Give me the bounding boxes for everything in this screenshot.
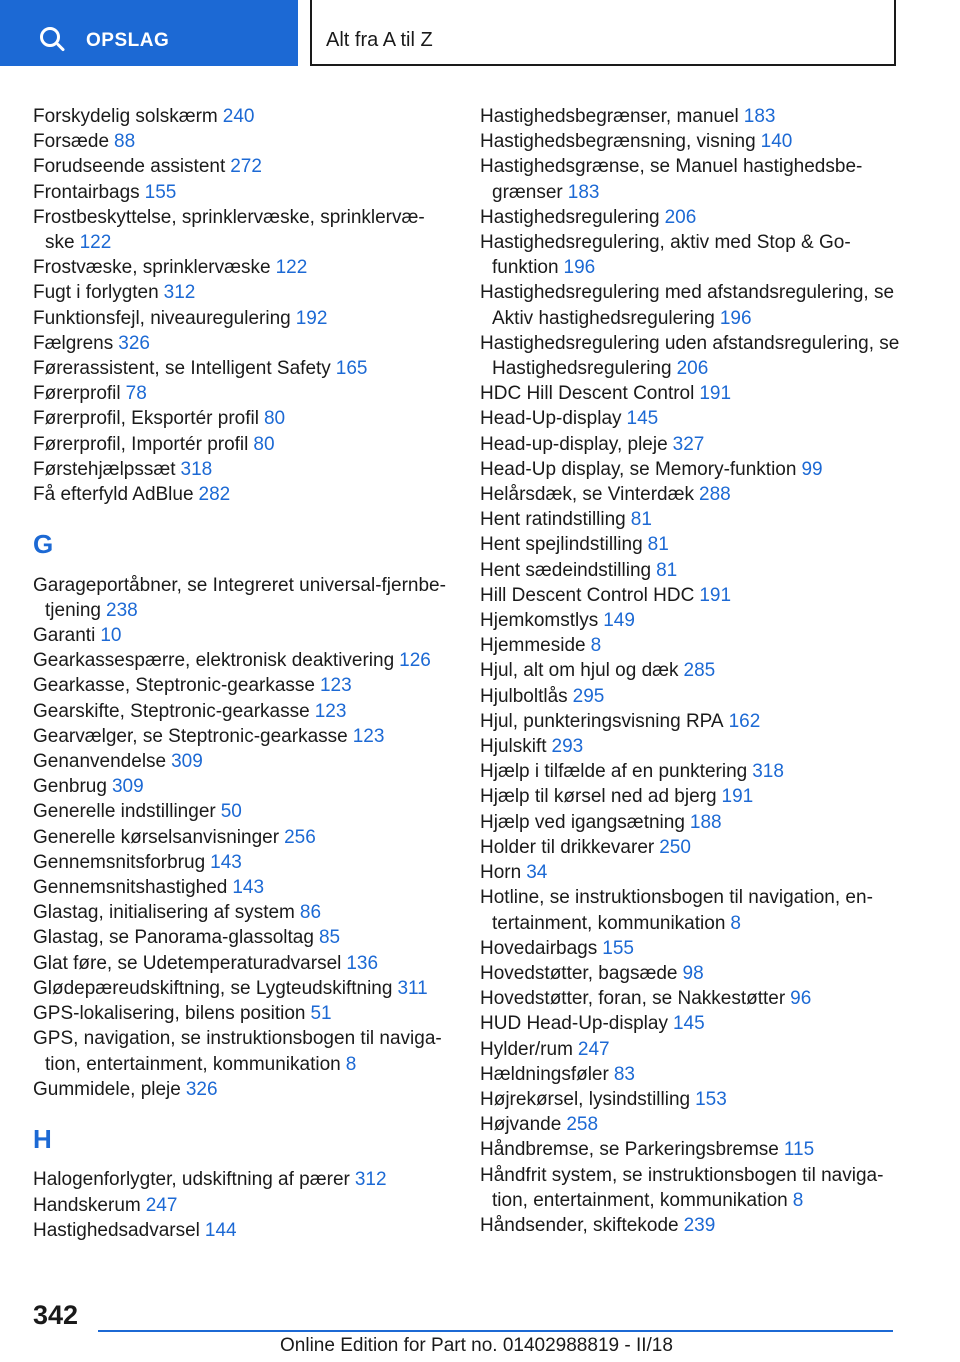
index-entry — [480, 658, 910, 683]
index-entry — [33, 749, 453, 774]
index-entry — [480, 608, 910, 633]
page-link[interactable]: 136 — [346, 952, 379, 974]
page-link[interactable]: 88 — [114, 131, 136, 153]
page-link[interactable]: 81 — [647, 534, 669, 556]
index-term: Gennemsnitshastighed — [33, 877, 228, 899]
index-term: Førerassistent, se Intelligent Safety — [33, 358, 331, 380]
page-link[interactable]: 126 — [399, 650, 431, 672]
page-link[interactable]: 78 — [125, 383, 147, 405]
page-link[interactable]: 153 — [695, 1088, 727, 1110]
index-term: Hastighedsadvarsel — [33, 1219, 200, 1241]
index-entry — [480, 280, 910, 330]
index-entry — [33, 154, 453, 179]
index-term: Garanti — [33, 625, 96, 647]
index-entry — [33, 205, 453, 255]
index-term: Hastighedsgrænse, se Manuel hastighedsbe‐grænser — [480, 156, 863, 203]
page-link[interactable]: 85 — [318, 927, 341, 949]
index-term: Head-Up display, se Memory-funktion — [480, 458, 797, 480]
index-entry — [480, 1087, 910, 1112]
index-entry — [33, 255, 453, 280]
index-term: Gearskifte, Steptronic-gearkasse — [33, 700, 310, 722]
index-entry — [480, 1163, 910, 1213]
index-entry — [480, 104, 910, 129]
index-entry — [33, 331, 453, 356]
index-entry — [33, 774, 453, 799]
index-entry — [480, 532, 910, 557]
index-term: Gearkassespærre, elektronisk deaktivering — [33, 650, 395, 672]
page-link[interactable]: 144 — [204, 1219, 237, 1241]
index-term: Hjælp i tilfælde af en punktering — [480, 761, 748, 783]
page-link[interactable]: 123 — [352, 725, 385, 747]
index-entry — [33, 825, 453, 850]
index-term: Førstehjælpssæt — [33, 458, 176, 480]
index-entry — [480, 507, 910, 532]
index-term: Hastighedsregulering med afstandsregulering, se Aktiv hastighedsregulering — [480, 282, 895, 329]
index-term: Hældningsføler — [480, 1063, 609, 1085]
index-term: GPS-lokalisering, bilens position — [33, 1003, 306, 1025]
page-link[interactable]: 145 — [626, 408, 659, 430]
index-entry — [480, 432, 910, 457]
index-entry — [480, 230, 910, 280]
page-link[interactable]: 285 — [683, 660, 716, 682]
index-term: Hovedairbags — [480, 937, 598, 959]
index-entry — [33, 1026, 453, 1076]
page-link[interactable]: 155 — [144, 181, 177, 203]
index-term: Hjælp ved igangsætning — [480, 811, 685, 833]
index-entry — [33, 925, 453, 950]
index-term: Hill Descent Control HDC — [480, 584, 695, 606]
index-entry — [33, 799, 453, 824]
index-term: Hastighedsbegrænser, manuel — [480, 106, 739, 127]
index-term: Generelle kørselsanvisninger — [33, 826, 280, 848]
index-entry — [480, 1213, 910, 1238]
index-entry — [480, 810, 910, 835]
index-entry — [33, 1218, 453, 1243]
page-link[interactable]: 312 — [163, 282, 196, 304]
index-term: HUD Head-Up-display — [480, 1013, 668, 1035]
index-term: Glat føre, se Udetemperaturadvarsel — [33, 952, 342, 974]
page-link[interactable]: 191 — [721, 786, 754, 808]
page-link[interactable]: 183 — [743, 106, 776, 127]
index-entry — [33, 1167, 453, 1192]
page-link[interactable]: 250 — [659, 836, 691, 858]
index-entry — [480, 154, 910, 204]
section-letter: H — [33, 1123, 52, 1154]
page-link[interactable]: 183 — [567, 181, 600, 203]
index-term: Hjemmeside — [480, 635, 586, 657]
index-entry — [33, 875, 453, 900]
index-entry — [33, 432, 453, 457]
page-link[interactable]: 122 — [79, 232, 112, 254]
index-entry — [480, 558, 910, 583]
index-entry — [33, 280, 453, 305]
index-term: Gummidele, pleje — [33, 1078, 181, 1100]
section-letter: G — [33, 529, 54, 560]
index-entry — [33, 623, 453, 648]
page-link[interactable]: 327 — [672, 433, 705, 455]
index-entry — [480, 835, 910, 860]
page-link[interactable]: 247 — [577, 1038, 610, 1060]
index-term: Gennemsnitsforbrug — [33, 851, 206, 873]
index-term: Frostvæske, sprinklervæske — [33, 257, 271, 279]
page-link[interactable]: 256 — [284, 826, 316, 848]
page-link[interactable]: 288 — [699, 484, 731, 506]
index-entry — [33, 356, 453, 381]
index-term: Halogenforlygter, udskiftning af pærer — [33, 1169, 350, 1191]
index-term: Få efterfyld AdBlue — [33, 484, 194, 506]
index-term: Hjælp til kørsel ned ad bjerg — [480, 786, 717, 808]
page-link[interactable]: 80 — [253, 433, 275, 455]
index-entry — [33, 951, 453, 976]
index-entry — [480, 129, 910, 154]
page-link[interactable]: 282 — [198, 484, 231, 506]
index-term: Garageportåbner, se Integreret universal-fjernbe‐tjening — [33, 574, 446, 621]
index-entry — [33, 180, 453, 205]
page-link[interactable]: 318 — [752, 761, 784, 783]
index-term: Genanvendelse — [33, 751, 167, 773]
page-link[interactable]: 8 — [345, 1053, 357, 1075]
page-link[interactable]: 98 — [682, 962, 704, 984]
index-entry — [480, 205, 910, 230]
index-entry — [480, 1037, 910, 1062]
index-term: Førerprofil — [33, 383, 121, 405]
index-term: Handskerum — [33, 1194, 141, 1216]
page-link[interactable]: 326 — [185, 1078, 218, 1100]
index-entry — [33, 648, 453, 673]
index-term: Hylder/rum — [480, 1038, 573, 1060]
index-term: Førerprofil, Eksportér profil — [33, 408, 259, 430]
page-link[interactable]: 240 — [222, 106, 255, 127]
search-icon — [40, 27, 66, 53]
index-term: Head-up-display, pleje — [480, 433, 668, 455]
index-entry — [33, 104, 453, 129]
index-entry — [33, 724, 453, 749]
index-term: Horn — [480, 862, 522, 884]
index-term: Forudseende assistent — [33, 156, 226, 178]
page-link[interactable]: 326 — [118, 332, 150, 354]
index-term: Head-Up-display — [480, 408, 622, 430]
index-entry — [33, 573, 453, 623]
index-entry — [33, 482, 453, 507]
header — [0, 0, 960, 66]
page-link[interactable]: 311 — [397, 977, 428, 999]
index-entry — [33, 1193, 453, 1218]
page-link[interactable]: 196 — [719, 307, 752, 329]
index-term: Gearkasse, Steptronic-gearkasse — [33, 675, 315, 697]
index-term: Hovedstøtter, foran, se Nakkestøtter — [480, 988, 786, 1010]
index-entry — [480, 381, 910, 406]
page-link[interactable]: 8 — [590, 635, 602, 657]
index-term: HDC Hill Descent Control — [480, 383, 695, 405]
index-term: Hovedstøtter, bagsæde — [480, 962, 678, 984]
page-link[interactable]: 123 — [314, 700, 347, 722]
page-link[interactable]: 8 — [730, 912, 741, 934]
index-term: Glødepæreudskiftning, se Lygteudskiftning — [33, 977, 393, 999]
index-term: Hjul, alt om hjul og dæk — [480, 660, 679, 682]
index-entry — [480, 1137, 910, 1162]
index-term: Forskydelig solskærm — [33, 106, 218, 127]
index-entry — [480, 860, 910, 885]
index-term: Generelle indstillinger — [33, 801, 216, 823]
page-link[interactable]: 258 — [566, 1114, 599, 1136]
index-term: Hjulskift — [480, 736, 547, 758]
search-tab-label: OPSLAG — [86, 30, 170, 51]
index-term: Hjemkomstlys — [480, 610, 599, 632]
index-column-left — [33, 104, 453, 1243]
page-link[interactable]: 122 — [275, 257, 308, 279]
page-link[interactable]: 145 — [672, 1013, 705, 1035]
index-term: Håndfrit system, se instruktionsbogen til naviga‐tion, entertainment, kommunikation — [480, 1164, 884, 1211]
section-tab[interactable] — [310, 0, 896, 66]
page-link[interactable]: 312 — [354, 1169, 387, 1191]
index-entry — [480, 1062, 910, 1087]
page-link[interactable]: 247 — [145, 1194, 178, 1216]
page-link[interactable]: 50 — [220, 801, 242, 823]
page-link[interactable]: 143 — [210, 851, 242, 873]
index-term: Holder til drikkevarer — [480, 836, 655, 858]
page-link[interactable]: 192 — [295, 307, 328, 329]
index-entry — [480, 1112, 910, 1137]
page-link[interactable]: 239 — [683, 1214, 716, 1236]
index-entry — [480, 986, 910, 1011]
index-term: Hotline, se instruktionsbogen til navigation, en‐tertainment, kommunikation — [480, 887, 873, 934]
index-term: Hjulboltlås — [480, 685, 568, 707]
search-tab[interactable] — [0, 0, 298, 66]
page-link[interactable]: 206 — [664, 206, 697, 228]
page-link[interactable]: 115 — [783, 1139, 815, 1161]
page-link[interactable]: 8 — [792, 1189, 804, 1211]
index-term: Gearvælger, se Steptronic-gearkasse — [33, 725, 348, 747]
page-link[interactable]: 80 — [263, 408, 286, 430]
page-link[interactable]: 143 — [232, 877, 265, 899]
index-entry — [480, 684, 910, 709]
edition-note: Online Edition for Part no. 01402988819 - II/18 — [280, 1335, 673, 1356]
index-term: Hent ratindstilling — [480, 509, 626, 531]
page-link[interactable]: 238 — [106, 599, 138, 621]
page-link[interactable]: 191 — [699, 383, 732, 405]
page-link[interactable]: 295 — [572, 685, 605, 707]
page-link[interactable]: 165 — [335, 358, 368, 380]
page-link[interactable]: 318 — [180, 458, 213, 480]
index-column-right — [480, 104, 910, 1238]
index-entry — [33, 850, 453, 875]
index-term: Glastag, se Panorama-glassoltag — [33, 927, 314, 949]
page-link[interactable]: 86 — [299, 902, 322, 924]
index-term: Helårsdæk, se Vinterdæk — [480, 484, 695, 506]
index-entry — [33, 976, 453, 1001]
index-entry — [480, 961, 910, 986]
index-entry — [480, 759, 910, 784]
section-title: Alt fra A til Z — [326, 29, 433, 51]
page-link[interactable]: 99 — [801, 458, 823, 480]
index-entry — [480, 633, 910, 658]
page-link[interactable]: 51 — [310, 1003, 332, 1025]
index-entry — [33, 381, 453, 406]
index-term: Frostbeskyttelse, sprinklervæske, sprinklervæ‐ske — [33, 206, 425, 254]
index-term: Hastighedsbegrænsning, visning — [480, 131, 756, 153]
index-entry — [480, 1011, 910, 1036]
page-link[interactable]: 149 — [603, 610, 635, 632]
page-link[interactable]: 293 — [551, 736, 584, 758]
page-link[interactable]: 206 — [676, 358, 709, 380]
index-entry — [33, 129, 453, 154]
index-term: Fugt i forlygten — [33, 282, 159, 304]
index-entry — [33, 406, 453, 431]
index-entry — [480, 885, 910, 935]
index-entry — [480, 936, 910, 961]
index-term: Forsæde — [33, 131, 110, 153]
page-link[interactable]: 123 — [319, 675, 352, 697]
index-entry — [33, 1077, 453, 1102]
index-term: Håndbremse, se Parkeringsbremse — [480, 1139, 779, 1161]
index-entry — [480, 784, 910, 809]
index-term: Hastighedsregulering — [480, 206, 660, 228]
index-term: Funktionsfejl, niveauregulering — [33, 307, 291, 329]
page-number: 342 — [33, 1300, 79, 1330]
page-link[interactable]: 83 — [613, 1063, 635, 1085]
index-term: Glastag, initialisering af system — [33, 902, 295, 924]
page-link[interactable]: 81 — [656, 559, 678, 581]
index-entry — [480, 331, 910, 381]
index-term: Førerprofil, Importér profil — [33, 433, 249, 455]
page-link[interactable]: 96 — [790, 988, 812, 1010]
index-term: Højvande — [480, 1114, 562, 1136]
index-entry — [480, 734, 910, 759]
index-term: Frontairbags — [33, 181, 140, 203]
index-term: Hent spejlindstilling — [480, 534, 643, 556]
index-entry — [480, 406, 910, 431]
index-entry — [480, 583, 910, 608]
page-link[interactable]: 155 — [602, 937, 634, 959]
page-link[interactable]: 81 — [630, 509, 652, 531]
index-entry — [480, 709, 910, 734]
page-link[interactable]: 140 — [760, 131, 793, 153]
page-link[interactable]: 309 — [111, 776, 144, 798]
index-term: Genbrug — [33, 776, 107, 798]
page-link[interactable]: 191 — [699, 584, 732, 606]
index-entry — [33, 699, 453, 724]
page-link[interactable]: 196 — [563, 257, 596, 279]
index-entry — [33, 673, 453, 698]
index-term: Håndsender, skiftekode — [480, 1214, 679, 1236]
index-term: Hastighedsregulering uden afstandsregulering, se Hastighedsregulering — [480, 332, 900, 380]
index-entry — [480, 457, 910, 482]
page-link[interactable]: 10 — [100, 625, 122, 647]
page-link[interactable]: 272 — [230, 156, 262, 178]
page-link[interactable]: 309 — [171, 751, 203, 773]
index-term: Fælgrens — [33, 332, 114, 354]
index-entry — [33, 306, 453, 331]
page-link[interactable]: 162 — [728, 710, 761, 732]
index-entry — [33, 900, 453, 925]
index-entry — [480, 482, 910, 507]
index-term: Hjul, punkteringsvisning RPA — [480, 710, 724, 732]
index-term: GPS, navigation, se instruktionsbogen til naviga‐tion, entertainment, kommunikation — [33, 1028, 442, 1075]
footer-divider — [98, 1330, 893, 1332]
index-term: Højrekørsel, lysindstilling — [480, 1088, 691, 1110]
page-link[interactable]: 34 — [526, 862, 548, 884]
index-term: Hastighedsregulering, aktiv med Stop & Go-funktion — [480, 232, 851, 279]
index-entry — [33, 457, 453, 482]
page-link[interactable]: 188 — [689, 811, 722, 833]
index-term: Hent sædeindstilling — [480, 559, 652, 581]
index-entry — [33, 1001, 453, 1026]
